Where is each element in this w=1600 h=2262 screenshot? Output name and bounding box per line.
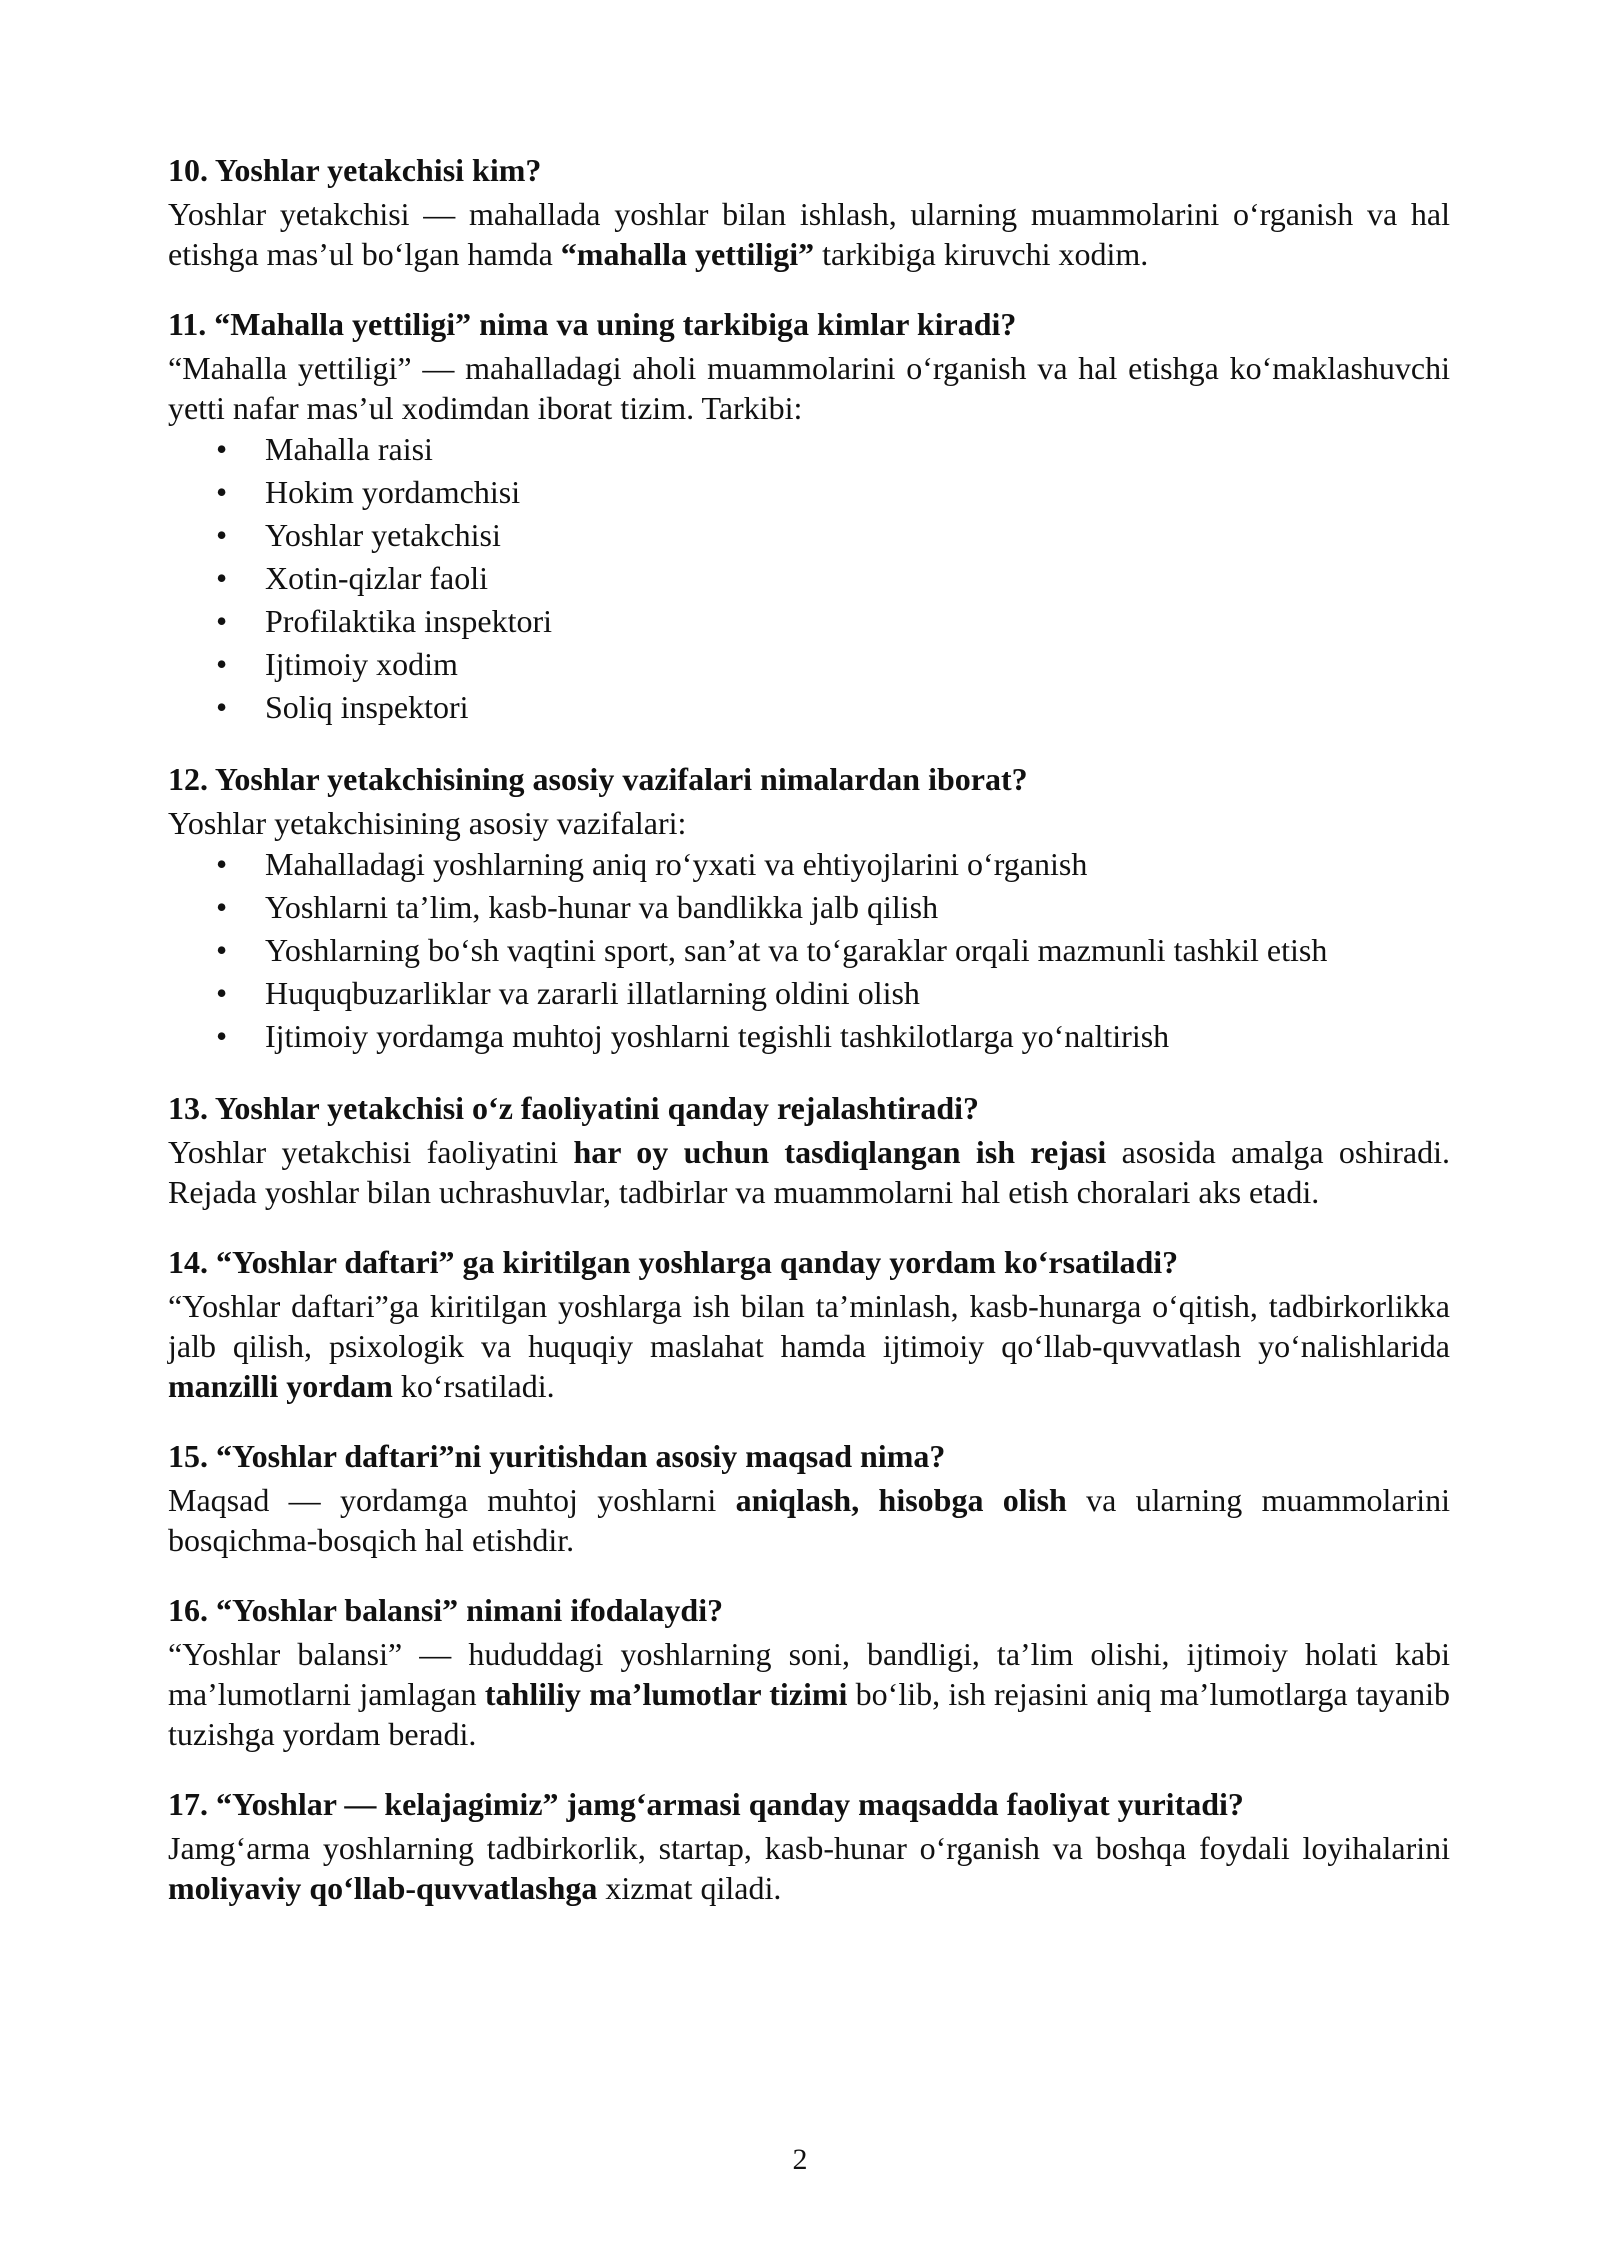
answer-segment: Yoshlar yetakchisi — mahallada yoshlar bilan ishlash, ularning muammolarini oʻrganish va hal etishga masʼul boʻlgan hamda [168,196,1450,272]
answer-text [168,1480,1450,1560]
question-12 [168,757,1450,1058]
answer-segment: “Mahalla yettiligi” — mahalladagi aholi muammolarini oʻrganish va hal etishga koʻmaklashuvchi yetti nafar masʼul xodimdan iborat tizim. Tarkibi: [168,350,1450,426]
page-number: 2 [792,2143,808,2176]
question-title: 10. Yoshlar yetakchisi kim? [168,152,542,188]
answer-text [168,194,1450,274]
question-title: 11. “Mahalla yettiligi” nima va uning tarkibiga kimlar kiradi? [168,306,1017,342]
list-item: • Ijtimoiy xodim [168,643,1450,686]
question-title: 14. “Yoshlar daftari” ga kiritilgan yoshlarga qanday yordam koʻrsatiladi? [168,1244,1179,1280]
answer-bold-term: “mahalla yettiligi” [560,236,815,272]
answer-segment: koʻrsatiladi. [392,1368,555,1404]
list-item: • Hokim yordamchisi [168,471,1450,514]
list-item: • Yoshlarning boʻsh vaqtini sport, sanʼat va toʻgaraklar orqali mazmunli tashkil etish [168,929,1450,972]
document-page [168,148,1450,1936]
bullet-list [168,428,1450,729]
answer-bold-term: moliyaviy qoʻllab-quvvatlashga [168,1870,598,1906]
answer-segment: asosida amalga oshiradi. Rejada yoshlar bilan uchrashuvlar, tadbirlar va muammolarni hal etish choralari aks etadi. [168,1134,1451,1210]
answer-bold-term: aniqlash, hisobga olish [735,1482,1067,1518]
question-13 [168,1086,1450,1212]
question-10 [168,148,1450,274]
question-14 [168,1240,1450,1406]
bullet-list [168,843,1450,1058]
answer-text [168,1286,1450,1406]
answer-segment: xizmat qiladi. [597,1870,782,1906]
list-item: • Xotin-qizlar faoli [168,557,1450,600]
answer-segment: boʻlib, ish rejasini aniq maʼlumotlarga tayanib tuzishga yordam beradi. [168,1676,1450,1752]
answer-segment: “Yoshlar daftari”ga kiritilgan yoshlarga ish bilan taʼminlash, kasb-hunarga oʻqitish, tadbirkorlikka jalb qilish, psixologik va huquqiy maslahat hamda ijtimoiy qoʻllab-quvvatlash yoʻnalishlarida [168,1288,1450,1364]
answer-segment: “Yoshlar balansi” — hududdagi yoshlarning soni, bandligi, taʼlim olishi, ijtimoiy holati kabi maʼlumotlarni jamlagan [168,1636,1450,1712]
question-17 [168,1782,1450,1908]
question-11 [168,302,1450,729]
answer-segment: tarkibiga kiruvchi xodim. [814,236,1149,272]
answer-text [168,803,1450,843]
question-title: 12. Yoshlar yetakchisining asosiy vazifalari nimalardan iborat? [168,761,1028,797]
answer-segment: Yoshlar yetakchisining asosiy vazifalari: [168,805,687,841]
answer-segment: Jamgʻarma yoshlarning tadbirkorlik, startap, kasb-hunar oʻrganish va boshqa foydali loyihalarini [168,1830,1450,1866]
question-15 [168,1434,1450,1560]
answer-text [168,1634,1450,1754]
list-item: • Yoshlar yetakchisi [168,514,1450,557]
answer-segment: va ularning muammolarini bosqichma-bosqich hal etishdir. [168,1482,1450,1558]
list-item: • Soliq inspektori [168,686,1450,729]
list-item: • Mahalladagi yoshlarning aniq roʻyxati va ehtiyojlarini oʻrganish [168,843,1450,886]
answer-text [168,348,1450,428]
answer-bold-term: tahliliy maʼlumotlar tizimi [484,1676,848,1712]
list-item: • Ijtimoiy yordamga muhtoj yoshlarni tegishli tashkilotlarga yoʻnaltirish [168,1015,1450,1058]
list-item: • Yoshlarni taʼlim, kasb-hunar va bandlikka jalb qilish [168,886,1450,929]
question-title: 17. “Yoshlar — kelajagimiz” jamgʻarmasi qanday maqsadda faoliyat yuritadi? [168,1786,1244,1822]
question-title: 13. Yoshlar yetakchisi oʻz faoliyatini qanday rejalashtiradi? [168,1090,980,1126]
list-item: • Mahalla raisi [168,428,1450,471]
question-title: 16. “Yoshlar balansi” nimani ifodalaydi? [168,1592,724,1628]
answer-bold-term: manzilli yordam [168,1368,393,1404]
answer-segment: Maqsad — yordamga muhtoj yoshlarni [168,1482,736,1518]
question-16 [168,1588,1450,1754]
answer-text [168,1828,1450,1908]
question-title: 15. “Yoshlar daftari”ni yuritishdan asosiy maqsad nima? [168,1438,946,1474]
list-item: • Profilaktika inspektori [168,600,1450,643]
answer-bold-term: har oy uchun tasdiqlangan ish rejasi [573,1134,1107,1170]
answer-segment: Yoshlar yetakchisi faoliyatini [168,1134,574,1170]
answer-text [168,1132,1450,1212]
list-item: • Huquqbuzarliklar va zararli illatlarning oldini olish [168,972,1450,1015]
